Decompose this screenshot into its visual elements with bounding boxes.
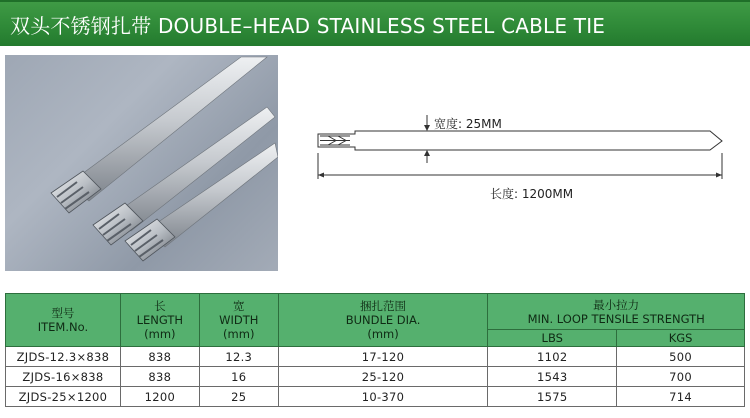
cell-kgs: 700: [617, 367, 745, 387]
cell-length: 1200: [120, 387, 199, 407]
col-header-length: [120, 294, 199, 347]
product-photo: [5, 55, 278, 271]
table-row: [6, 347, 745, 367]
cable-tie-photo-image: [5, 55, 278, 271]
spec-table: [5, 293, 745, 407]
col-header-tensile-en: MIN. LOOP TENSILE STRENGTH: [527, 311, 705, 326]
dimension-drawing: [300, 95, 740, 225]
col-header-tensile: [488, 294, 745, 330]
col-header-kgs: KGS: [617, 330, 745, 347]
col-header-model-en: ITEM.No.: [37, 320, 89, 334]
col-header-width: [199, 294, 278, 347]
cell-width: 12.3: [199, 347, 278, 367]
cell-bundle: 25-120: [278, 367, 488, 387]
table-row: [6, 387, 745, 407]
cell-model: ZJDS-25×1200: [6, 387, 121, 407]
page-title: 双头不锈钢扎带 DOUBLE–HEAD STAINLESS STEEL CABLE TIE: [10, 14, 606, 38]
cell-bundle: 10-370: [278, 387, 488, 407]
col-header-width-en: WIDTH: [219, 313, 259, 327]
col-header-bundle-en: BUNDLE DIA.: [345, 313, 421, 327]
col-header-length-unit: (mm): [144, 327, 176, 341]
col-header-tensile-cn: 最小拉力: [593, 297, 640, 312]
cable-tie-outline-drawing: [300, 95, 740, 225]
col-header-length-en: LENGTH: [136, 313, 184, 327]
col-header-lbs: LBS: [488, 330, 617, 347]
col-header-bundle: [278, 294, 488, 347]
cell-lbs: 1575: [488, 387, 617, 407]
cell-lbs: 1543: [488, 367, 617, 387]
col-header-model: [6, 294, 121, 347]
cell-width: 16: [199, 367, 278, 387]
cell-bundle: 17-120: [278, 347, 488, 367]
cell-kgs: 714: [617, 387, 745, 407]
cell-model: ZJDS-12.3×838: [6, 347, 121, 367]
table-row: [6, 367, 745, 387]
col-header-model-cn: 型号: [51, 306, 75, 320]
cell-kgs: 500: [617, 347, 745, 367]
cell-lbs: 1102: [488, 347, 617, 367]
title-banner: [0, 0, 750, 46]
col-header-bundle-unit: (mm): [367, 327, 399, 341]
col-header-width-cn: 宽: [233, 299, 245, 313]
col-header-bundle-cn: 捆扎范围: [360, 299, 407, 313]
col-header-width-unit: (mm): [223, 327, 255, 341]
col-header-length-cn: 长: [154, 299, 166, 313]
cell-length: 838: [120, 367, 199, 387]
cell-width: 25: [199, 387, 278, 407]
cell-model: ZJDS-16×838: [6, 367, 121, 387]
length-dimension-label: 长度: 1200MM: [490, 187, 574, 201]
width-dimension-label: 宽度: 25MM: [434, 117, 502, 131]
cell-length: 838: [120, 347, 199, 367]
